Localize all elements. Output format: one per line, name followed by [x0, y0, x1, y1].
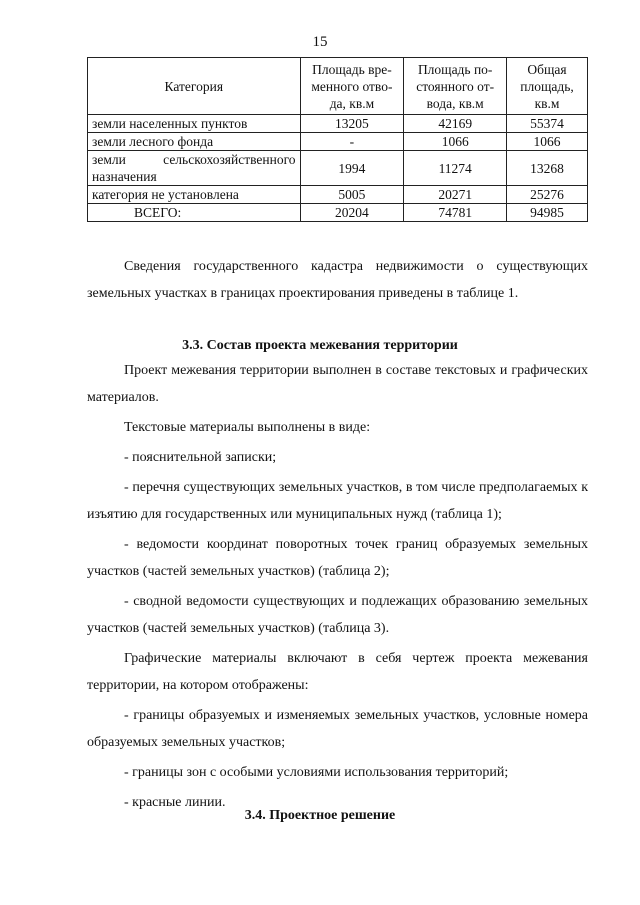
- header-line: Общая: [527, 61, 567, 77]
- header-line: Категория: [164, 78, 224, 94]
- row-permanent: 1066: [404, 133, 507, 151]
- paragraph: Графические материалы включают в себя чертеж проекта межевания территории, на котором отображены:: [87, 651, 588, 693]
- page-number: 15: [312, 34, 328, 50]
- row-category: земли лесного фонда: [88, 133, 301, 151]
- header-line: стоянного от-: [416, 78, 495, 94]
- row-temporary: -: [300, 133, 404, 151]
- row-total: 13268: [507, 151, 588, 186]
- total-temporary: 20204: [300, 204, 404, 222]
- row-total: 1066: [507, 133, 588, 151]
- table-header-row: [88, 58, 588, 115]
- total-total: 94985: [507, 204, 588, 222]
- table-total-row: [88, 204, 588, 222]
- paragraph: - пояснительной записки;: [124, 450, 277, 465]
- row-temporary: 13205: [300, 115, 404, 133]
- header-temporary-area: [300, 58, 404, 115]
- row-permanent: 42169: [404, 115, 507, 133]
- intro-paragraph: Сведения государственного кадастра недвижимости о существующих земельных участках в границах проектирования приведены в таблице 1.: [87, 259, 588, 301]
- section-3-4-title: 3.4. Проектное решение: [244, 808, 396, 823]
- intro-block: [87, 253, 588, 307]
- land-area-table: [87, 57, 588, 222]
- header-line: да, кв.м: [329, 95, 375, 111]
- table-row: [88, 151, 588, 186]
- row-temporary: 1994: [300, 151, 404, 186]
- header-line: вода, кв.м: [426, 95, 484, 111]
- row-permanent: 20271: [404, 186, 507, 204]
- header-category: [88, 58, 301, 115]
- total-permanent: 74781: [404, 204, 507, 222]
- total-label: ВСЕГО:: [88, 204, 301, 222]
- row-total: 25276: [507, 186, 588, 204]
- paragraph: - сводной ведомости существующих и подлежащих образованию земельных участков (частей земельных участков) (таблица 3).: [87, 594, 588, 636]
- header-line: Площадь вре-: [312, 61, 392, 77]
- paragraph: Проект межевания территории выполнен в составе текстовых и графических материалов.: [87, 363, 588, 405]
- row-category: категория не установлена: [88, 186, 301, 204]
- paragraph: - границы образуемых и изменяемых земельных участков, условные номера образуемых земельных участков;: [87, 708, 588, 750]
- table-row: [88, 186, 588, 204]
- paragraph: - ведомости координат поворотных точек границ образуемых земельных участков (частей земельных участков) (таблица 2);: [87, 537, 588, 579]
- paragraph: - красные линии.: [124, 795, 226, 810]
- row-temporary: 5005: [300, 186, 404, 204]
- paragraph: - границы зон с особыми условиями использования территорий;: [124, 765, 509, 780]
- row-category: земли сельскохозяйственного назначения: [88, 151, 301, 186]
- header-line: площадь,: [520, 78, 574, 94]
- table-row: [88, 115, 588, 133]
- row-total: 55374: [507, 115, 588, 133]
- header-line: кв.м: [534, 95, 560, 111]
- header-permanent-area: [404, 58, 507, 115]
- paragraph: - перечня существующих земельных участков, в том числе предполагаемых к изъятию для государственных или муниципальных нужд (таблица 1);: [87, 480, 588, 522]
- row-category: земли населенных пунктов: [88, 115, 301, 133]
- paragraph: Текстовые материалы выполнены в виде:: [124, 420, 371, 435]
- section-3-3-body: [87, 357, 588, 816]
- header-total-area: [507, 58, 588, 115]
- section-3-3-title: 3.3. Состав проекта межевания территории: [182, 338, 458, 353]
- row-permanent: 11274: [404, 151, 507, 186]
- table-row: [88, 133, 588, 151]
- header-line: Площадь по-: [417, 61, 493, 77]
- header-line: менного отво-: [311, 78, 393, 94]
